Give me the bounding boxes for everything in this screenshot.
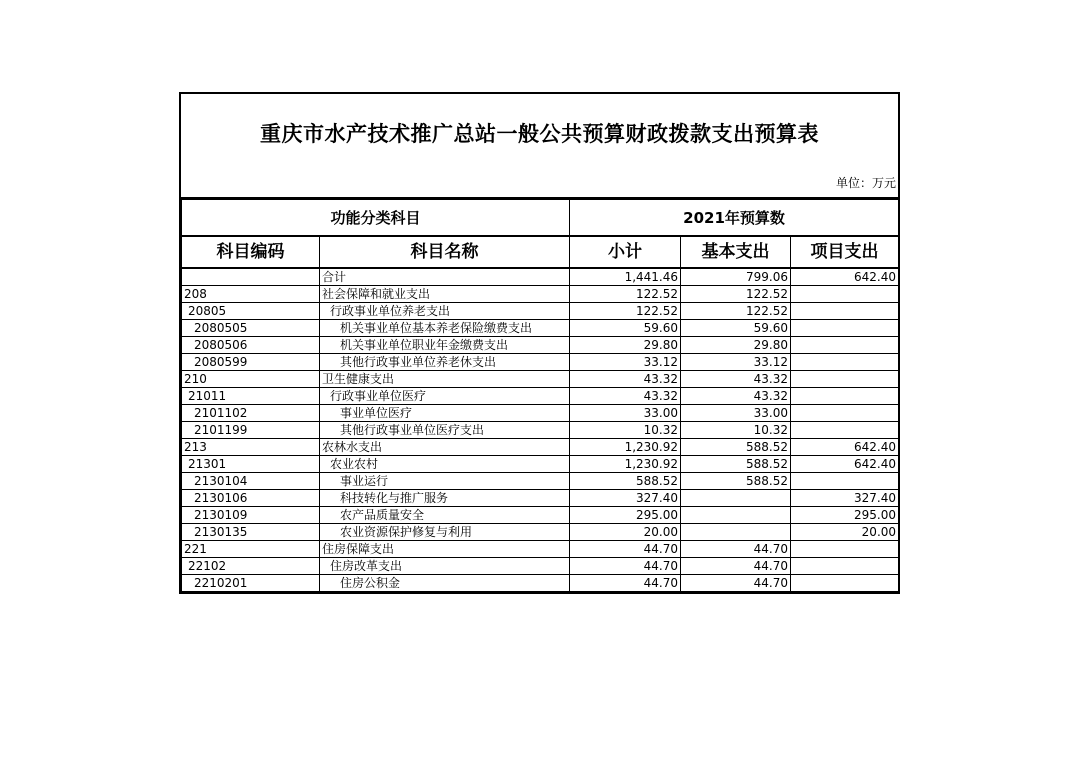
- cell-project: 642.40: [791, 456, 899, 473]
- cell-project: [791, 303, 899, 320]
- table-row: [182, 303, 899, 320]
- cell-subtotal: 33.00: [570, 405, 681, 422]
- cell-code: 213: [182, 439, 320, 456]
- header-group-row: [182, 200, 899, 237]
- cell-subtotal: 20.00: [570, 524, 681, 541]
- table-row: [182, 422, 899, 439]
- cell-basic: 588.52: [681, 456, 791, 473]
- cell-code: 2130106: [182, 490, 320, 507]
- table-row: [182, 320, 899, 337]
- col-header-subtotal: 小计: [570, 236, 681, 268]
- cell-code: 21301: [182, 456, 320, 473]
- cell-basic: 29.80: [681, 337, 791, 354]
- cell-basic: 10.32: [681, 422, 791, 439]
- title-area: [181, 94, 898, 199]
- cell-subtotal: 33.12: [570, 354, 681, 371]
- col-header-name: 科目名称: [320, 236, 570, 268]
- cell-subtotal: 122.52: [570, 303, 681, 320]
- table-body: [182, 268, 899, 592]
- total-row: [182, 268, 899, 286]
- cell-basic: 122.52: [681, 286, 791, 303]
- cell-project: [791, 541, 899, 558]
- cell-code: 2130104: [182, 473, 320, 490]
- cell-project: [791, 286, 899, 303]
- unit-label: 单位：万元: [835, 176, 896, 190]
- cell-basic: 44.70: [681, 541, 791, 558]
- cell-code: 2130109: [182, 507, 320, 524]
- cell-subtotal: 44.70: [570, 575, 681, 592]
- cell-subtotal: 44.70: [570, 558, 681, 575]
- cell-subtotal: 295.00: [570, 507, 681, 524]
- col-header-code: 科目编码: [182, 236, 320, 268]
- cell-project: 295.00: [791, 507, 899, 524]
- cell-name: 住房公积金: [320, 575, 570, 592]
- header-budget-year: 2021年预算数: [570, 200, 899, 237]
- cell-subtotal: 1,441.46: [570, 268, 681, 286]
- table-row: [182, 371, 899, 388]
- cell-name: 住房保障支出: [320, 541, 570, 558]
- cell-basic: 588.52: [681, 439, 791, 456]
- cell-name: 农林水支出: [320, 439, 570, 456]
- cell-project: [791, 558, 899, 575]
- table-row: [182, 388, 899, 405]
- table-row: [182, 337, 899, 354]
- table-row: [182, 558, 899, 575]
- cell-basic: 33.12: [681, 354, 791, 371]
- cell-subtotal: 59.60: [570, 320, 681, 337]
- budget-table: [181, 199, 899, 592]
- cell-basic: 33.00: [681, 405, 791, 422]
- table-row: [182, 507, 899, 524]
- cell-project: 327.40: [791, 490, 899, 507]
- cell-basic: 799.06: [681, 268, 791, 286]
- cell-project: [791, 371, 899, 388]
- cell-project: [791, 575, 899, 592]
- table-row: [182, 405, 899, 422]
- cell-name: 卫生健康支出: [320, 371, 570, 388]
- cell-basic: 44.70: [681, 558, 791, 575]
- cell-code: 2080506: [182, 337, 320, 354]
- cell-code: 2101199: [182, 422, 320, 439]
- cell-basic: 59.60: [681, 320, 791, 337]
- cell-name: 事业运行: [320, 473, 570, 490]
- col-header-basic: 基本支出: [681, 236, 791, 268]
- cell-project: [791, 320, 899, 337]
- cell-code: 2210201: [182, 575, 320, 592]
- header-column-row: [182, 236, 899, 268]
- cell-name: 科技转化与推广服务: [320, 490, 570, 507]
- cell-code: 2130135: [182, 524, 320, 541]
- cell-basic: [681, 524, 791, 541]
- cell-project: 20.00: [791, 524, 899, 541]
- cell-name: 农业农村: [320, 456, 570, 473]
- cell-code: 2080505: [182, 320, 320, 337]
- cell-project: [791, 337, 899, 354]
- cell-code: 2080599: [182, 354, 320, 371]
- cell-name: 机关事业单位职业年金缴费支出: [320, 337, 570, 354]
- header-function-category: 功能分类科目: [182, 200, 570, 237]
- cell-code: 210: [182, 371, 320, 388]
- cell-basic: [681, 490, 791, 507]
- cell-subtotal: 327.40: [570, 490, 681, 507]
- cell-code: 20805: [182, 303, 320, 320]
- cell-subtotal: 588.52: [570, 473, 681, 490]
- cell-name: 合计: [320, 268, 570, 286]
- cell-code: [182, 268, 320, 286]
- cell-subtotal: 44.70: [570, 541, 681, 558]
- table-row: [182, 286, 899, 303]
- cell-subtotal: 1,230.92: [570, 439, 681, 456]
- cell-project: [791, 405, 899, 422]
- cell-project: 642.40: [791, 268, 899, 286]
- cell-basic: [681, 507, 791, 524]
- table-row: [182, 439, 899, 456]
- budget-sheet: [179, 92, 900, 594]
- table-row: [182, 541, 899, 558]
- cell-basic: 43.32: [681, 371, 791, 388]
- cell-name: 其他行政事业单位医疗支出: [320, 422, 570, 439]
- cell-name: 行政事业单位养老支出: [320, 303, 570, 320]
- cell-subtotal: 43.32: [570, 388, 681, 405]
- cell-name: 其他行政事业单位养老休支出: [320, 354, 570, 371]
- cell-subtotal: 10.32: [570, 422, 681, 439]
- cell-code: 208: [182, 286, 320, 303]
- table-row: [182, 524, 899, 541]
- cell-project: [791, 422, 899, 439]
- table-row: [182, 473, 899, 490]
- table-row: [182, 354, 899, 371]
- cell-basic: 43.32: [681, 388, 791, 405]
- cell-name: 社会保障和就业支出: [320, 286, 570, 303]
- cell-code: 21011: [182, 388, 320, 405]
- cell-project: [791, 473, 899, 490]
- cell-name: 行政事业单位医疗: [320, 388, 570, 405]
- cell-code: 221: [182, 541, 320, 558]
- cell-project: [791, 354, 899, 371]
- cell-subtotal: 1,230.92: [570, 456, 681, 473]
- col-header-project: 项目支出: [791, 236, 899, 268]
- cell-basic: 44.70: [681, 575, 791, 592]
- cell-project: [791, 388, 899, 405]
- table-row: [182, 575, 899, 592]
- cell-name: 事业单位医疗: [320, 405, 570, 422]
- cell-subtotal: 43.32: [570, 371, 681, 388]
- cell-basic: 122.52: [681, 303, 791, 320]
- cell-subtotal: 29.80: [570, 337, 681, 354]
- cell-project: 642.40: [791, 439, 899, 456]
- cell-name: 住房改革支出: [320, 558, 570, 575]
- page-title: 重庆市水产技术推广总站一般公共预算财政拨款支出预算表: [260, 121, 819, 146]
- cell-code: 2101102: [182, 405, 320, 422]
- cell-code: 22102: [182, 558, 320, 575]
- cell-basic: 588.52: [681, 473, 791, 490]
- table-row: [182, 490, 899, 507]
- cell-name: 机关事业单位基本养老保险缴费支出: [320, 320, 570, 337]
- table-row: [182, 456, 899, 473]
- cell-name: 农业资源保护修复与利用: [320, 524, 570, 541]
- cell-name: 农产品质量安全: [320, 507, 570, 524]
- cell-subtotal: 122.52: [570, 286, 681, 303]
